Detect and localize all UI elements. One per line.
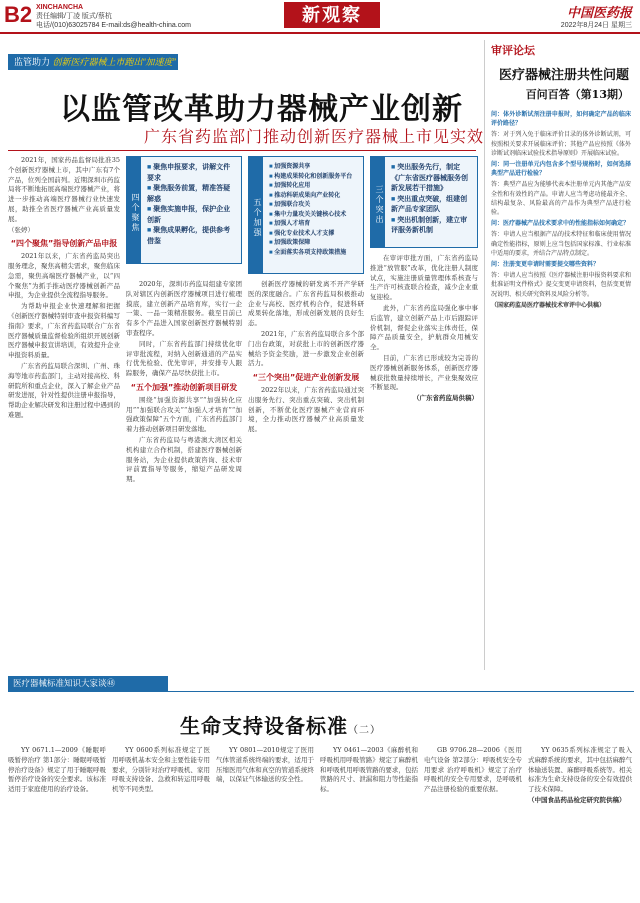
sidebar-body xyxy=(491,110,631,665)
sidebar-review-forum xyxy=(484,40,634,670)
kicker-bar xyxy=(8,54,178,70)
article-col-2 xyxy=(126,280,242,666)
paragraph: 围绕“加强资源共享”“加强转化应用”“加强联合攻关”“加强人才培育”“加强政策保障”五个方面，广东省药监部门着力推动创新项目研发落地。 xyxy=(126,395,242,434)
subhead-five-strengthen: “五个加强”推动创新项目研发 xyxy=(130,382,238,392)
answer: 答：申请人应当按照《医疗器械注册申报资料要求和批准证明文件格式》提交变更申请资料，包括变更情况说明、相关研究资料及风险分析等。 xyxy=(491,272,631,298)
paragraph: YY 0671.1—2009《睡眠呼吸暂停治疗 第1部分：睡眠呼吸暂停治疗设备》规定了用于睡眠呼吸暂停治疗设备的安全要求。该标准适用于家庭使用的治疗设备。 xyxy=(8,746,106,794)
bottom-headline xyxy=(180,710,381,739)
contact: 电话/(010)63025784 E-mail:ds@health-china.com xyxy=(36,22,191,29)
answer: 答：申请人应当根据产品的技术特征和临床使用情况确定性能指标，原则上应当包括国家标准、行业标准中适用的要求，并结合产品特点制定。 xyxy=(491,231,631,257)
sidebar-title: 医疗器械注册共性问题 xyxy=(498,68,629,83)
credit: （广东省药监局供稿） xyxy=(413,394,478,403)
paper-name: 中国医药报 xyxy=(566,6,632,21)
box-items xyxy=(147,163,237,247)
main-subheadline: 广东省药监部门推动创新医疗器械上市见实效 xyxy=(144,127,485,146)
sidebar-tag xyxy=(491,42,535,58)
question: 问：同一注册单元内包含多个型号规格时，如何选择典型产品进行检验？ xyxy=(491,161,631,178)
subhead-four-focus: “四个聚焦”指导创新产品申报 xyxy=(10,239,118,249)
box-item: ■ 突出重点突破，组建创新产品专家团队 xyxy=(391,195,473,216)
bottom-headline-part: （二） xyxy=(348,725,381,736)
paragraph: YY 0600系列标准规定了医用呼吸机基本安全和主要性能专用要求，分别针对治疗呼吸机、家用呼吸支持设备、急救和转运用呼吸机等不同类型。 xyxy=(112,746,210,794)
box-five-strengthen xyxy=(248,156,364,274)
editors: 责任编辑/丁凌 版式/蔡杭 xyxy=(36,13,112,20)
box-item: ■ 构建成果转化和创新服务平台 xyxy=(269,173,359,183)
box-item: ■ 聚焦实施申报，保护企业创新 xyxy=(147,205,237,226)
kicker-highlight: 创新医疗器械上市跑出“加速度” xyxy=(52,57,176,67)
box-item: ■ 加强人才培育 xyxy=(269,220,359,230)
answer: 答：对于列入免于临床评价目录的体外诊断试剂，可按照相关要求开展临床评价；其他产品应按照《体外诊断试剂临床试验技术指导原则》开展临床试验。 xyxy=(491,131,631,157)
paragraph: 在审评审批方面，广东省药监局推进“放管服”改革，优化注册人制度试点，实施注册质量管理体系核查与生产许可核查联合检查，减少企业重复迎检。 xyxy=(370,254,478,302)
paragraph: 2022年以来，广东省药监局通过突出服务先行、突出重点突破、突出机制创新，不断优化医疗器械产业营商环境，全力推动医疗器械产业高质量发展。 xyxy=(248,385,364,434)
paragraph: YY 0461—2003《麻醉机和呼吸机用呼吸管路》规定了麻醉机和呼吸机用呼吸管路的要求，包括管路的尺寸、泄漏和阻力等性能指标。 xyxy=(320,746,418,794)
section-english: XINCHANCHA xyxy=(36,4,84,11)
box-items xyxy=(269,163,359,258)
box-item: ■ 加强联合攻关 xyxy=(269,201,359,211)
bottom-col-2 xyxy=(112,746,210,896)
bottom-rule xyxy=(8,691,634,692)
paragraph: YY 0635系列标准规定了吸入式麻醉系统的要求，其中包括麻醉气体输送装置、麻醉呼吸系统等。相关标准为生命支持设备的安全有效提供了技术保障。 xyxy=(528,746,632,794)
bottom-col-4 xyxy=(320,746,418,896)
article-col-1 xyxy=(8,156,120,666)
article-col-3 xyxy=(248,280,364,666)
article-col-4 xyxy=(370,254,478,666)
paragraph: 2021年以来，广东省药监局突出服务理念，聚焦高精尖需求，聚焦临床急需，聚焦高端医疗器械产业，以“四个聚焦”为抓手推动医疗器械创新产品申报，为企业提供全流程指导服务。 xyxy=(8,252,120,300)
box-tag: 五个加强 xyxy=(249,157,263,273)
paragraph: 广东省药监局与粤港澳大湾区相关机构建立合作机制，搭建医疗器械创新服务站，为企业提供政策咨询、技术审评前置指导等服务，缩短产品研发周期。 xyxy=(126,435,242,484)
sidebar-issue: 百问百答（第13期） xyxy=(525,88,629,101)
paragraph: 同时，广东省药监部门持续优化审评审批流程，对纳入创新通道的产品实行优先检验、优先审评，并安排专人跟踪服务，确保产品尽快获批上市。 xyxy=(126,339,242,378)
main-headline: 以监管改革助力器械产业创新 xyxy=(60,92,463,127)
question: 问：注册变更申请时需要提交哪些资料？ xyxy=(491,261,600,269)
paragraph: 广东省药监局联合深圳、广州、珠海等地市药监部门，主动对接高校、科研院所和重点企业，深入了解企业产品研发进展，针对性提供注册申报指导，帮助企业解决研发和注册过程中遇到的难题。 xyxy=(8,361,120,419)
issue-date: 2022年8月24日 星期三 xyxy=(560,22,632,29)
box-item: ■ 全面落实各项支持政策措施 xyxy=(269,249,359,259)
byline: （张婷） xyxy=(8,225,34,234)
credit: （国家药监局医疗器械技术审评中心供稿） xyxy=(491,301,606,309)
box-item: ■ 加强转化应用 xyxy=(269,182,359,192)
paragraph: YY 0801—2010规定了医用气体管道系统终端的要求，适用于压缩医用气体和真空的管道系统终端，以保证气体输送的安全性。 xyxy=(216,746,314,784)
section-name: 新观察 xyxy=(284,2,380,28)
paragraph: 2021年，广东省药监局联合多个部门出台政策，对获批上市的创新医疗器械给予资金奖励，进一步激发企业创新活力。 xyxy=(248,329,364,368)
answer: 答：典型产品应为能够代表本注册单元内其他产品安全性和有效性的产品。申请人应当考虑功能最齐全、结构最复杂、风险最高的产品作为典型产品进行检验。 xyxy=(491,181,631,217)
paragraph: 目前，广东省已形成较为完善的医疗器械创新服务体系，创新医疗器械获批数量持续增长，产业集聚效应不断显现。 xyxy=(370,353,478,392)
box-item: ■ 突出机制创新，建立审评服务新机制 xyxy=(391,216,473,237)
masthead xyxy=(0,0,640,34)
bottom-col-5 xyxy=(424,746,522,896)
bottom-col-1 xyxy=(8,746,106,896)
box-item: ■ 加强资源共享 xyxy=(269,163,359,173)
question: 问：体外诊断试剂注册申报时，如何确定产品的临床评价路径？ xyxy=(491,111,631,128)
headline-rule xyxy=(8,150,476,151)
paragraph: 为帮助申报企业快速理解和把握《创新医疗器械特别审查申报资料编写指南》要求，广东省药监局联合广东省医疗器械质量监督检验所组织开展创新医疗器械申报宣讲培训，有效提升企业申报资料质量。 xyxy=(8,302,120,360)
subhead-three-prominent: “三个突出”促进产业创新发展 xyxy=(252,373,360,383)
sidebar-tag-label: 审评论坛 xyxy=(491,45,535,57)
box-item: ■ 集中力量攻关关键核心技术 xyxy=(269,211,359,221)
box-item: ■ 聚焦服务前置，精准答疑解惑 xyxy=(147,184,237,205)
page-info xyxy=(36,3,191,30)
box-items xyxy=(391,163,473,237)
question: 问：医疗器械产品技术要求中的性能指标如何确定？ xyxy=(491,220,630,228)
credit: （中国食品药品检定研究院供稿） xyxy=(528,795,626,804)
box-tag: 四个聚焦 xyxy=(127,157,141,263)
box-tag: 三个突出 xyxy=(371,157,385,247)
paragraph: GB 9706.28—2006《医用电气设备 第2部分：呼吸机安全专用要求 治疗呼吸机》规定了治疗呼吸机的安全专用要求，是呼吸机产品注册检验的重要依据。 xyxy=(424,746,522,794)
box-item: ■ 聚焦成果孵化，提供参考借鉴 xyxy=(147,226,237,247)
page-number: B2 xyxy=(4,2,33,27)
box-item: ■ 加强政策保障 xyxy=(269,239,359,249)
bottom-headline-text: 生命支持设备标准 xyxy=(180,714,348,738)
kicker-prefix: 监管助力 xyxy=(14,57,51,67)
bottom-banner: 医疗器械标准知识大家谈㊽ xyxy=(8,676,168,691)
paragraph: 2020年，深圳市药监局组建专家团队对辖区内创新医疗器械项目进行梳理摸底，建立创新产品培育库，实行一企一策、一品一策精准服务。截至目前已有多个产品进入国家创新医疗器械特别审查程序。 xyxy=(126,280,242,337)
box-three-prominent xyxy=(370,156,478,248)
paragraph: 2021年，国家药品监督局批准35个创新医疗器械上市，其中广东有7个产品，位列全国前列。近期深圳市药监局将不断地拓展高端医疗器械产业，将进一步推动高端医疗器械行业快速发展，助推全省医疗器械产业高质量发展。 xyxy=(8,156,120,223)
box-item: ■ 推动科研成果向产业转化 xyxy=(269,192,359,202)
box-four-focus xyxy=(126,156,242,264)
paragraph: 此外，广东省药监局强化事中事后监管，建立创新产品上市后跟踪评价机制，督促企业落实主体责任，保障产品质量安全，护航群众用械安全。 xyxy=(370,303,478,352)
paragraph: 创新医疗器械的研发离不开产学研医的深度融合。广东省药监局积极推动企业与高校、医疗机构合作，促进科研成果转化落地，形成创新发展的良好生态。 xyxy=(248,280,364,328)
box-item: ■ 强化专业技术人才支撑 xyxy=(269,230,359,240)
bottom-col-6 xyxy=(528,746,632,896)
box-item: ■ 聚焦申报要求，讲解文件要求 xyxy=(147,163,237,184)
box-item: ■ 突出服务先行，制定《广东省医疗器械服务创新发展若干措施》 xyxy=(391,163,473,195)
bottom-col-3 xyxy=(216,746,314,896)
